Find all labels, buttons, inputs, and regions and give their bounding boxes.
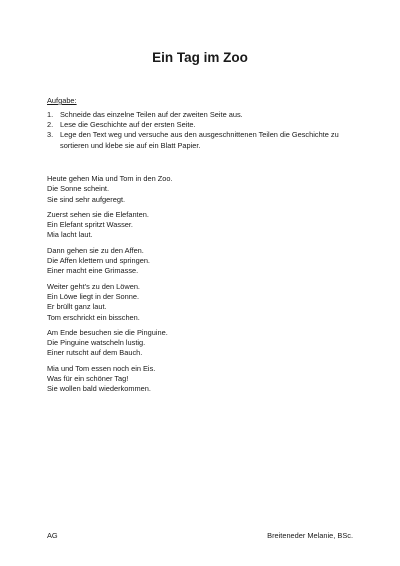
story-line: Heute gehen Mia und Tom in den Zoo. bbox=[47, 174, 173, 183]
story-line: Mia lacht laut. bbox=[47, 230, 93, 240]
task-label: Aufgabe: bbox=[47, 96, 77, 105]
story-line: Dann gehen sie zu den Affen. bbox=[47, 245, 144, 255]
story-line: Einer rutscht auf dem Bauch. bbox=[47, 348, 143, 358]
story-line: Einer macht eine Grimasse. bbox=[47, 266, 139, 276]
story-line: Weiter geht’s zu den Löwen. bbox=[47, 281, 140, 291]
story-line: Die Affen klettern und springen. bbox=[47, 256, 150, 266]
task-number: 2. bbox=[47, 120, 54, 130]
story-paragraph bbox=[47, 328, 347, 359]
story-line: Ein Elefant spritzt Wasser. bbox=[47, 220, 133, 230]
story-line: Sie sind sehr aufgeregt. bbox=[47, 194, 126, 204]
story-line: Die Pinguine watscheln lustig. bbox=[47, 338, 146, 348]
task-text: Schneide das einzelne Teilen auf der zweiten Seite aus. bbox=[60, 110, 243, 119]
footer-author: Breiteneder Melanie, BSc. bbox=[267, 531, 353, 540]
story-line: Mia und Tom essen noch ein Eis. bbox=[47, 363, 156, 373]
story-paragraph bbox=[47, 282, 347, 323]
page-title: Ein Tag im Zoo bbox=[152, 50, 248, 65]
story-line: Er brüllt ganz laut. bbox=[47, 302, 107, 312]
task-item bbox=[47, 110, 347, 120]
task-text: Lese die Geschichte auf der ersten Seite. bbox=[60, 120, 196, 130]
story-line: Die Sonne scheint. bbox=[47, 184, 110, 194]
story-line: Ein Löwe liegt in der Sonne. bbox=[47, 291, 140, 301]
story-paragraph bbox=[47, 174, 347, 205]
story-line: Am Ende besuchen sie die Pinguine. bbox=[47, 327, 168, 337]
story-paragraph bbox=[47, 246, 347, 277]
footer-left: AG bbox=[47, 531, 58, 540]
story-line: Zuerst sehen sie die Elefanten. bbox=[47, 209, 149, 219]
story-line: Was für ein schöner Tag! bbox=[47, 374, 129, 384]
task-text: Lege den Text weg und versuche aus den ausgeschnittenen Teilen die Geschichte zu sortieren und klebe sie auf ein Blatt Papier. bbox=[60, 130, 339, 150]
task-number: 3. bbox=[47, 130, 54, 140]
story-paragraph bbox=[47, 210, 347, 241]
task-list bbox=[47, 110, 347, 151]
story-paragraph bbox=[47, 364, 347, 395]
story-line: Sie wollen bald wiederkommen. bbox=[47, 384, 151, 394]
task-item bbox=[47, 130, 347, 150]
task-item bbox=[47, 120, 347, 130]
task-number: 1. bbox=[47, 110, 54, 119]
story-line: Tom erschrickt ein bisschen. bbox=[47, 312, 140, 322]
story-text bbox=[47, 174, 347, 400]
